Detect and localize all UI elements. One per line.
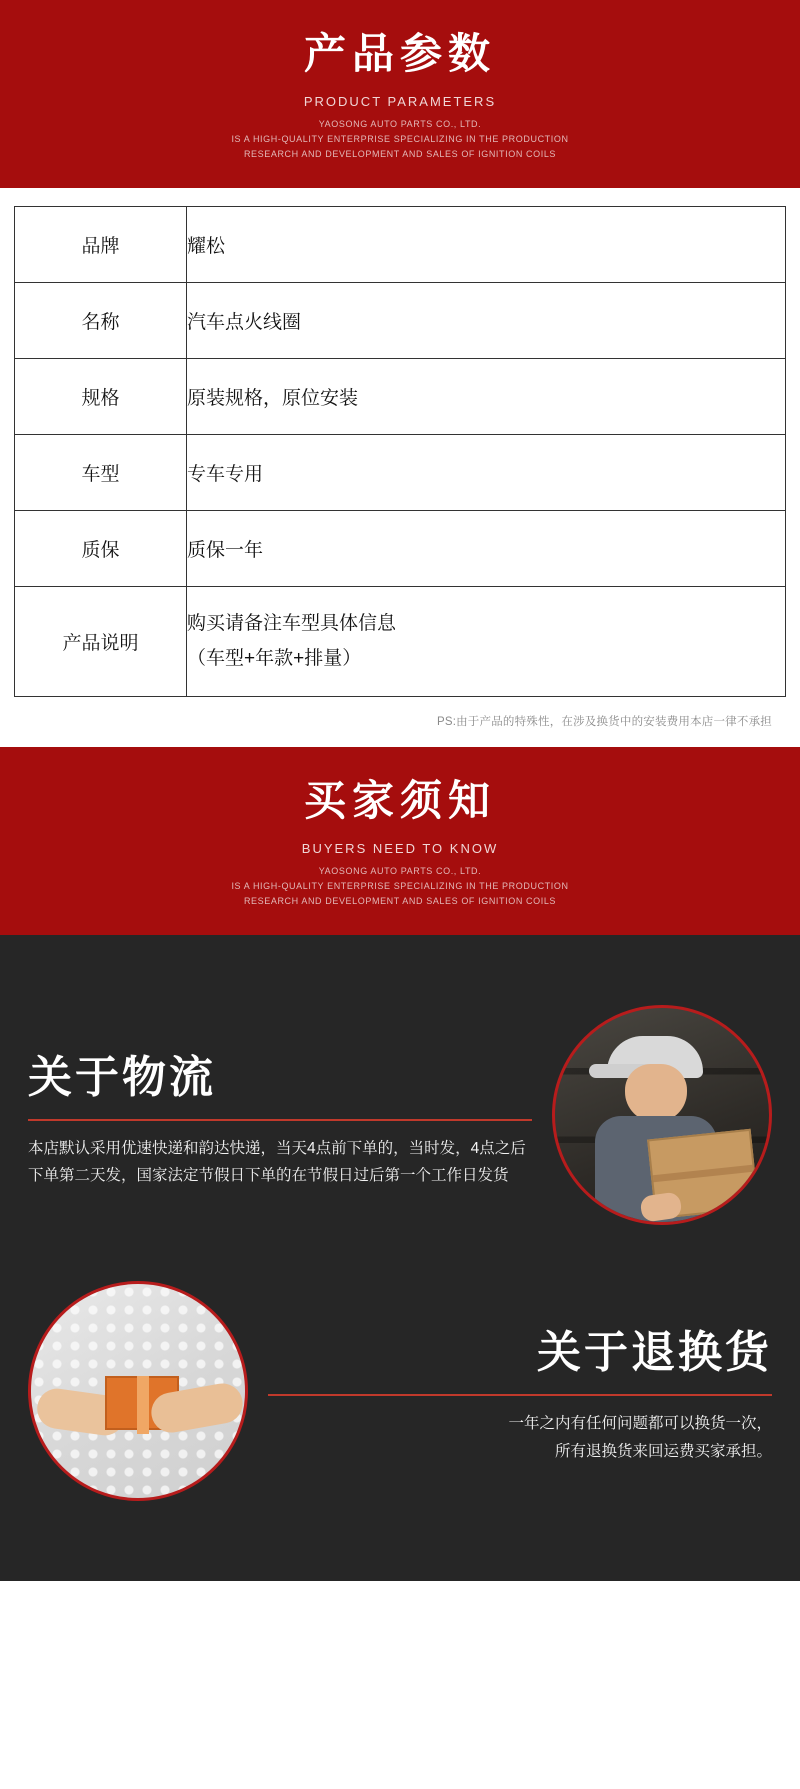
company-line-1: YAOSONG AUTO PARTS CO., LTD. — [318, 119, 482, 130]
returns-divider — [268, 1394, 772, 1396]
parameters-table — [14, 206, 786, 697]
product-parameters-subtitle: PRODUCT PARAMETERS — [303, 94, 497, 110]
param-label: 名称 — [15, 282, 187, 358]
company-line-2: IS A HIGH-QUALITY ENTERPRISE SPECIALIZING IN THE PRODUCTION — [231, 880, 569, 891]
table-row — [15, 434, 786, 510]
returns-body-line-2: 所有退换货来回运费买家承担。 — [554, 1442, 772, 1460]
logistics-heading: 关于物流 — [28, 1052, 216, 1102]
logistics-text — [28, 1041, 532, 1189]
param-value: 耀松 — [187, 235, 226, 257]
returns-block — [0, 1255, 800, 1541]
ps-disclaimer-note: PS:由于产品的特殊性，在涉及换货中的安装费用本店一律不承担 — [436, 715, 772, 728]
company-line-3: RESEARCH AND DEVELOPMENT AND SALES OF IGNITION COILS — [243, 148, 557, 159]
param-value: 原装规格，原位安装 — [187, 387, 359, 409]
table-row — [15, 282, 786, 358]
param-label: 品牌 — [15, 206, 187, 282]
param-label: 质保 — [15, 510, 187, 586]
param-value — [187, 586, 786, 696]
table-row — [15, 586, 786, 696]
buyers-notice-title: 买家须知 — [303, 776, 496, 824]
param-label: 车型 — [15, 434, 187, 510]
buyers-notice-content — [0, 935, 800, 1581]
buyers-notice-subtitle: BUYERS NEED TO KNOW — [301, 841, 499, 857]
logistics-divider — [28, 1119, 532, 1121]
table-row — [15, 206, 786, 282]
product-parameters-banner — [0, 0, 800, 188]
param-value: 质保一年 — [187, 539, 264, 561]
returns-heading: 关于退换货 — [537, 1327, 772, 1377]
courier-face-shape — [625, 1064, 687, 1122]
param-label: 规格 — [15, 358, 187, 434]
table-row — [15, 358, 786, 434]
param-label: 产品说明 — [15, 586, 187, 696]
table-row — [15, 510, 786, 586]
company-line-2: IS A HIGH-QUALITY ENTERPRISE SPECIALIZING IN THE PRODUCTION — [231, 134, 569, 145]
courier-holding-box-photo — [552, 1005, 772, 1225]
logistics-block — [0, 935, 800, 1255]
returns-body-line-1: 一年之内有任何问题都可以换货一次， — [508, 1414, 772, 1432]
buyers-notice-banner — [0, 747, 800, 935]
product-parameters-title: 产品参数 — [303, 30, 496, 77]
parameters-table-section — [0, 188, 800, 747]
logistics-body: 本店默认采用优速快递和韵达快递，当天4点前下单的，当时发，4点之后下单第二天发，国家法定节假日下单的在节假日过后第一个工作日发货 — [28, 1139, 526, 1184]
param-value: 汽车点火线圈 — [187, 311, 302, 333]
company-line-1: YAOSONG AUTO PARTS CO., LTD. — [318, 866, 482, 877]
company-line-3: RESEARCH AND DEVELOPMENT AND SALES OF IGNITION COILS — [243, 895, 557, 906]
param-value: 专车专用 — [187, 463, 264, 485]
hands-exchanging-parcel-photo — [28, 1281, 248, 1501]
param-value-line-2: （车型+年款+排量） — [187, 648, 362, 670]
param-value-line-1: 购买请备注车型具体信息 — [187, 613, 397, 635]
returns-text — [268, 1316, 772, 1466]
